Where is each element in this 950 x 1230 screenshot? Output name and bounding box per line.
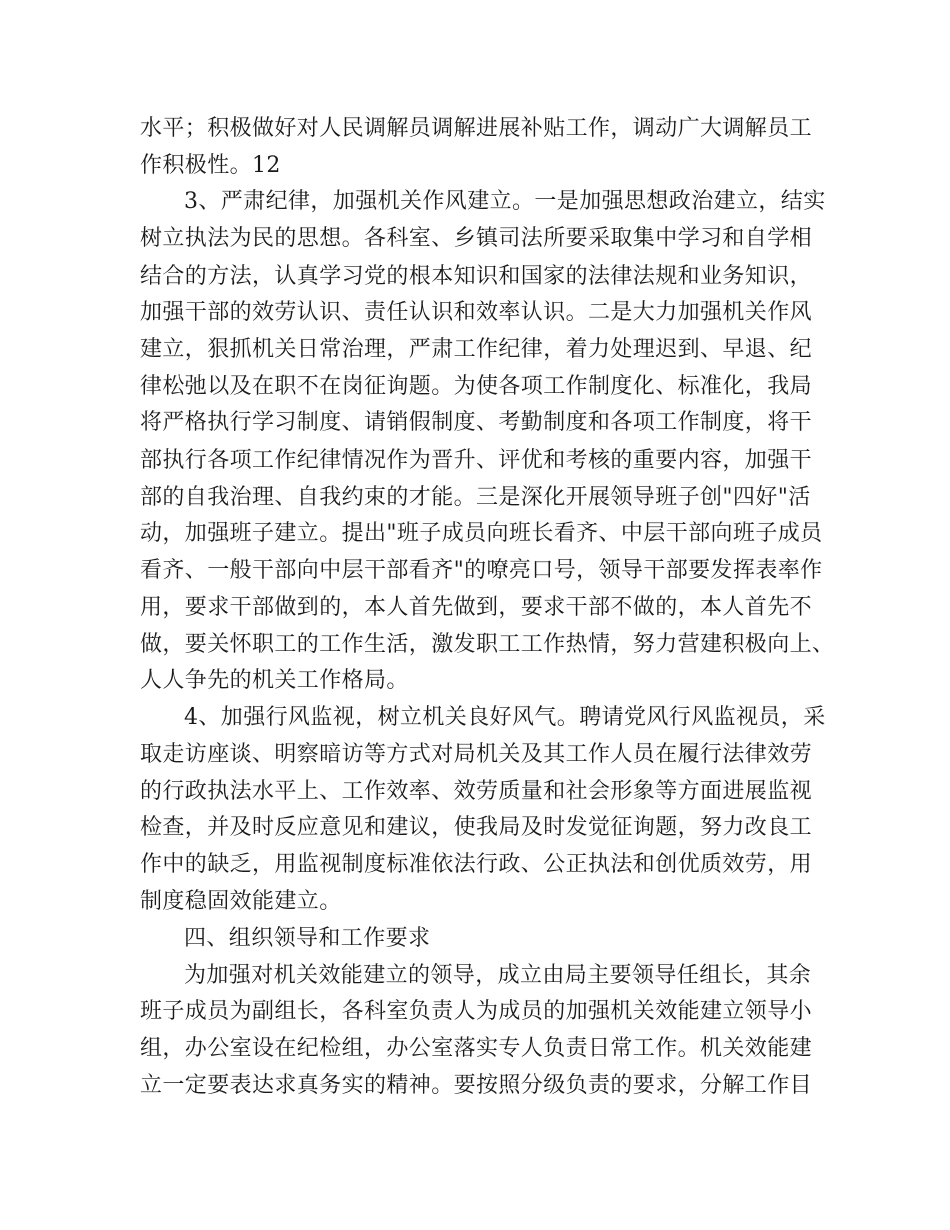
paragraph-line: 作中的缺乏，用监视制度标准依法行政、公正执法和创优质效劳，用 xyxy=(140,852,813,877)
paragraph-line: 为加强对机关效能建立的领导，成立由局主要领导任组长，其余 xyxy=(184,963,812,988)
paragraph-line: 树立执法为民的思想。各科室、乡镇司法所要采取集中学习和自学相 xyxy=(140,226,813,251)
paragraph-line: 动，加强班子建立。提出"班子成员向班长看齐、中层干部向班子成员 xyxy=(140,521,823,546)
paragraph-line: 立一定要表达求真务实的精神。要按照分级负责的要求，分解工作目 xyxy=(140,1073,813,1098)
paragraph-line: 律松弛以及在职不在岗征询题。为使各项工作制度化、标准化，我局 xyxy=(140,374,813,399)
paragraph-line: 取走访座谈、明察暗访等方式对局机关及其工作人员在履行法律效劳 xyxy=(140,742,813,767)
paragraph-line: 组，办公室设在纪检组，办公室落实专人负责日常工作。机关效能建 xyxy=(140,1036,813,1061)
paragraph-line: 做，要关怀职工的工作生活，激发职工工作热情，努力营建积极向上、 xyxy=(140,632,835,657)
paragraph-line: 水平；积极做好对人民调解员调解进展补贴工作，调动广大调解员工 xyxy=(140,116,813,141)
paragraph-line: 部的自我治理、自我约束的才能。三是深化开展领导班子创"四好"活 xyxy=(140,485,811,510)
paragraph-line: 看齐、一般干部向中层干部看齐"的嘹亮口号，领导干部要发挥表率作 xyxy=(140,558,823,583)
paragraph-line: 作积极性。12 xyxy=(140,153,281,178)
paragraph-line: 检查，并及时反应意见和建议，使我局及时发觉征询题，努力改良工 xyxy=(140,815,813,840)
paragraph-line: 建立，狠抓机关日常治理，严肃工作纪律，着力处理迟到、早退、纪 xyxy=(140,337,813,362)
paragraph-line: 部执行各项工作纪律情况作为晋升、评优和考核的重要内容，加强干 xyxy=(140,448,813,473)
paragraph-line: 将严格执行学习制度、请销假制度、考勤制度和各项工作制度，将干 xyxy=(140,410,813,435)
paragraph-line: 3、严肃纪律，加强机关作风建立。一是加强思想政治建立，结实 xyxy=(184,189,826,214)
paragraph-line: 结合的方法，认真学习党的根本知识和国家的法律法规和业务知识， xyxy=(140,264,813,289)
paragraph-line: 4、加强行风监视，树立机关良好风气。聘请党风行风监视员，采 xyxy=(184,705,826,730)
paragraph-line: 加强干部的效劳认识、责任认识和效率认识。二是大力加强机关作风 xyxy=(140,300,813,325)
paragraph-line: 班子成员为副组长，各科室负责人为成员的加强机关效能建立领导小 xyxy=(140,999,813,1024)
paragraph-line: 制度稳固效能建立。 xyxy=(140,889,342,914)
section-heading: 四、组织领导和工作要求 xyxy=(184,926,431,951)
paragraph-line: 的行政执法水平上、工作效率、效劳质量和社会形象等方面进展监视 xyxy=(140,779,813,804)
paragraph-line: 人人争先的机关工作格局。 xyxy=(140,668,409,693)
paragraph-line: 用，要求干部做到的，本人首先做到，要求干部不做的，本人首先不 xyxy=(140,595,813,620)
